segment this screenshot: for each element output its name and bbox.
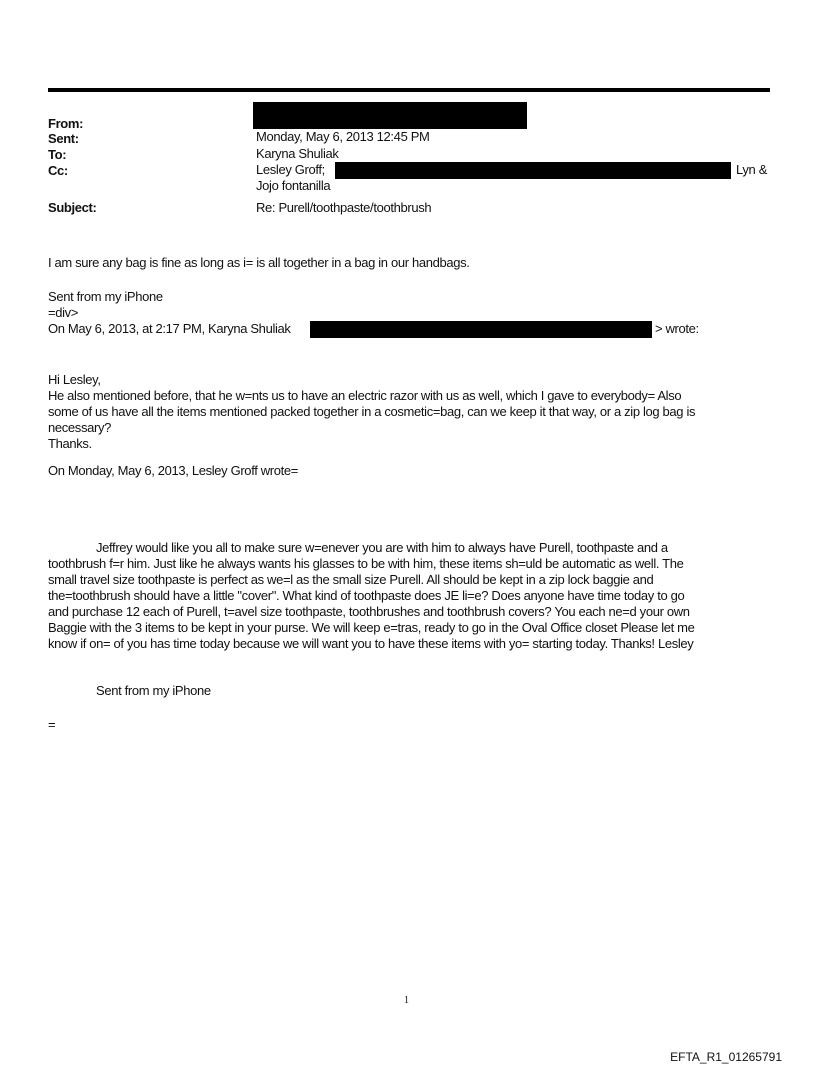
from-label: From:	[48, 116, 84, 131]
original-line: toothbrush f=r him. Just like he always wants his glasses to be with him, these items sh=uld be automatic as well. The	[48, 556, 684, 571]
signature: Sent from my iPhone	[48, 289, 163, 304]
sent-value: Monday, May 6, 2013 12:45 PM	[256, 129, 430, 144]
header-rule	[48, 88, 770, 92]
body-line: =	[48, 717, 56, 732]
redaction-from-overlay	[253, 102, 527, 129]
original-line: Jeffrey would like you all to make sure w=enever you are with him to always have Purell, toothpaste and a	[96, 540, 668, 555]
reply-line: Thanks.	[48, 436, 92, 451]
reply-line: He also mentioned before, that he w=nts us to have an electric razor with us as well, which I gave to everybody= Also	[48, 388, 682, 403]
reply-line: Hi Lesley,	[48, 372, 101, 387]
subject-label: Subject:	[48, 200, 97, 215]
body-line: =div>	[48, 305, 79, 320]
redaction-email	[310, 321, 652, 338]
quote-header: On May 6, 2013, at 2:17 PM, Karyna Shuliak	[48, 321, 291, 336]
cc-value-start: Lesley Groff;	[256, 162, 325, 177]
reply-line: necessary?	[48, 420, 111, 435]
redaction-cc	[335, 162, 731, 179]
original-line: know if on= of you has time today because we will want you to have these items with yo= starting today. Thanks! Lesley	[48, 636, 694, 651]
signature: Sent from my iPhone	[96, 683, 211, 698]
subject-value: Re: Purell/toothpaste/toothbrush	[256, 200, 432, 215]
cc-value-end: Lyn &	[736, 162, 768, 177]
document-id: EFTA_R1_01265791	[670, 1050, 782, 1064]
cc-label: Cc:	[48, 163, 68, 178]
to-value: Karyna Shuliak	[256, 146, 339, 161]
quote-header: On Monday, May 6, 2013, Lesley Groff wrote=	[48, 463, 299, 478]
original-line: Baggie with the 3 items to be kept in your purse. We will keep e=tras, ready to go in the Oval Office closet Please let me	[48, 620, 695, 635]
original-line: and purchase 12 each of Purell, t=avel size toothpaste, toothbrushes and toothbrush covers? You each ne=d your own	[48, 604, 690, 619]
page-number: 1	[404, 995, 409, 1006]
cc-value-line2: Jojo fontanilla	[256, 178, 331, 193]
reply-line: some of us have all the items mentioned packed together in a cosmetic=bag, can we keep it that way, or a zip log bag is	[48, 404, 696, 419]
original-line: the=toothbrush should have a little "cover". What kind of toothpaste does JE li=e? Does anyone have time today to go	[48, 588, 685, 603]
body-line: I am sure any bag is fine as long as i= is all together in a bag in our handbags.	[48, 255, 470, 270]
to-label: To:	[48, 147, 67, 162]
quote-header-end: > wrote:	[655, 321, 699, 336]
sent-label: Sent:	[48, 131, 79, 146]
original-line: small travel size toothpaste is perfect as we=l as the small size Purell. All should be kept in a zip lock baggie and	[48, 572, 654, 587]
